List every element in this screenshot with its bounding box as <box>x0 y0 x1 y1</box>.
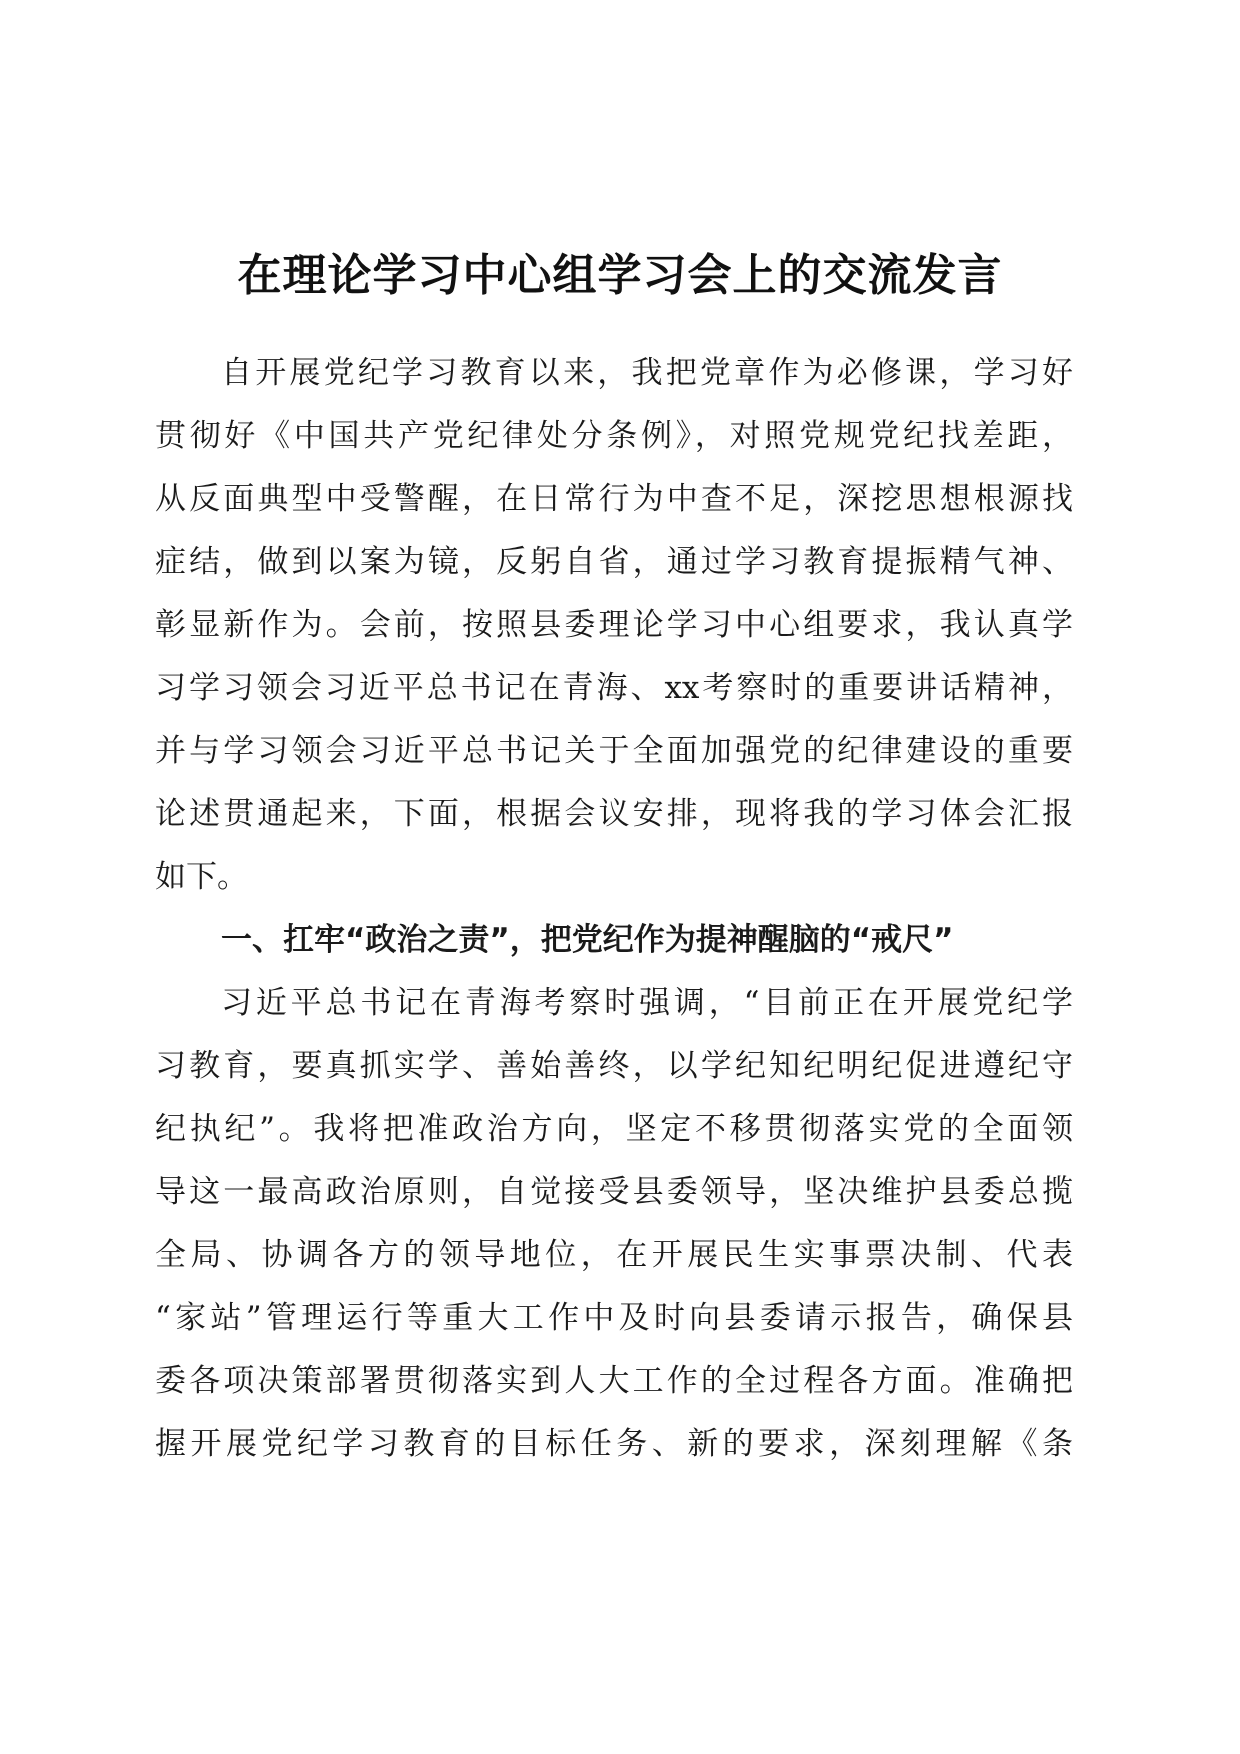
paragraph2-line: “家站”管理运行等重大工作中及时向县委请示报告，确保县 <box>155 1300 1073 1336</box>
paragraph2-line: 委各项决策部署贯彻落实到人大工作的全过程各方面。准确把 <box>155 1363 1073 1399</box>
paragraph1-line: 从反面典型中受警醒，在日常行为中查不足，深挖思想根源找 <box>155 481 1073 517</box>
paragraph1-line: 贯彻好《中国共产党纪律处分条例》，对照党规党纪找差距， <box>155 418 1073 454</box>
paragraph1-line: 习学习领会习近平总书记在青海、xx考察时的重要讲话精神， <box>155 670 1073 706</box>
paragraph1-line: 如下。 <box>155 859 248 895</box>
paragraph1-line: 自开展党纪学习教育以来，我把党章作为必修课，学习好 <box>221 355 1073 391</box>
paragraph1-line: 症结，做到以案为镜，反躬自省，通过学习教育提振精气神、 <box>155 544 1073 580</box>
paragraph1-line: 彰显新作为。会前，按照县委理论学习中心组要求，我认真学 <box>155 607 1073 643</box>
paragraph2-line: 握开展党纪学习教育的目标任务、新的要求，深刻理解《条 <box>155 1426 1073 1462</box>
paragraph2-line: 习教育，要真抓实学、善始善终，以学纪知纪明纪促进遵纪守 <box>155 1048 1073 1084</box>
paragraph1-line: 论述贯通起来，下面，根据会议安排，现将我的学习体会汇报 <box>155 796 1073 832</box>
paragraph2-line: 全局、协调各方的领导地位，在开展民生实事票决制、代表 <box>155 1237 1073 1273</box>
paragraph1-line: 并与学习领会习近平总书记关于全面加强党的纪律建设的重要 <box>155 733 1073 769</box>
paragraph2-line: 导这一最高政治原则，自觉接受县委领导，坚决维护县委总揽 <box>155 1174 1073 1210</box>
document-title: 在理论学习中心组学习会上的交流发言 <box>237 250 1003 301</box>
paragraph2-line: 习近平总书记在青海考察时强调，“目前正在开展党纪学 <box>221 985 1073 1021</box>
document-body <box>155 351 1073 1481</box>
section-heading: 一、扛牢“政治之责”，把党纪作为提神醒脑的“戒尺” <box>221 922 954 958</box>
paragraph2-line: 纪执纪”。我将把准政治方向，坚定不移贯彻落实党的全面领 <box>155 1111 1073 1147</box>
